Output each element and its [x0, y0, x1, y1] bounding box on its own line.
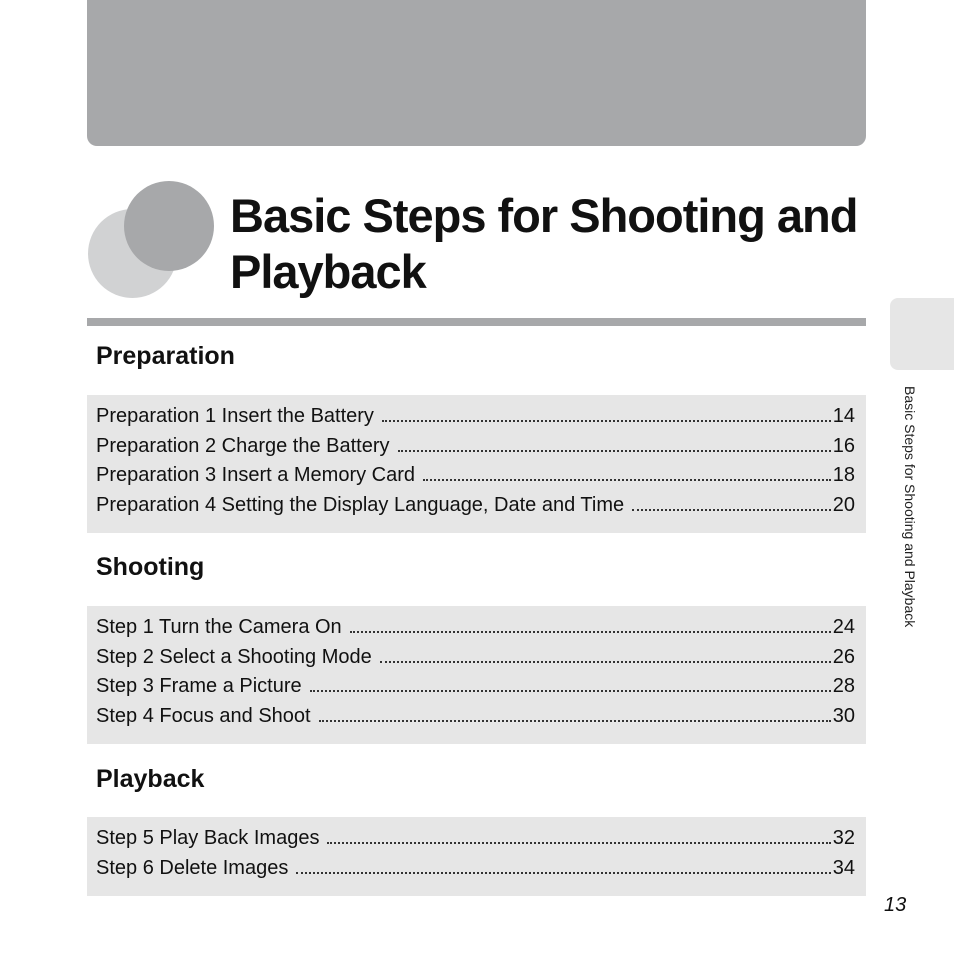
- toc-box: [87, 817, 866, 896]
- toc-entry[interactable]: [87, 405, 866, 435]
- section-heading: Shooting: [96, 553, 205, 581]
- section-heading: Playback: [96, 765, 205, 793]
- dot-leader: [382, 420, 831, 422]
- toc-entry-page: 24: [832, 616, 855, 638]
- chapter-tab: [890, 298, 954, 370]
- toc-entry-label: Step 5 Play Back Images: [96, 827, 320, 849]
- toc-entry[interactable]: [87, 435, 866, 465]
- toc-entry-label: Step 3 Frame a Picture: [96, 675, 302, 698]
- toc-box: [87, 606, 866, 744]
- toc-entry-label: Step 4 Focus and Shoot: [96, 704, 311, 727]
- toc-entry[interactable]: [87, 827, 866, 857]
- toc-entry-page: 28: [832, 675, 855, 698]
- dot-leader: [632, 509, 831, 511]
- title-rule: [87, 318, 866, 326]
- dot-leader: [327, 842, 830, 844]
- page-number: 13: [884, 894, 907, 916]
- dark-circle-decoration: [124, 181, 214, 271]
- toc-entry-page: 26: [832, 645, 855, 668]
- toc-entry-label: Step 1 Turn the Camera On: [96, 616, 342, 638]
- toc-entry-page: 16: [832, 434, 855, 457]
- toc-entry[interactable]: [87, 494, 866, 524]
- side-chapter-label: Basic Steps for Shooting and Playback: [902, 386, 918, 628]
- toc-entry-page: 34: [832, 856, 855, 879]
- toc-entry-label: Preparation 1 Insert the Battery: [96, 405, 374, 427]
- toc-entry[interactable]: [87, 616, 866, 646]
- toc-entry-page: 30: [832, 704, 855, 727]
- dot-leader: [380, 661, 831, 663]
- toc-entry[interactable]: [87, 646, 866, 676]
- dot-leader: [423, 479, 831, 481]
- toc-entry[interactable]: [87, 857, 866, 887]
- toc-entry-label: Preparation 3 Insert a Memory Card: [96, 464, 416, 487]
- dot-leader: [398, 450, 831, 452]
- toc-box: [87, 395, 866, 533]
- toc-entry-label: Step 2 Select a Shooting Mode: [96, 645, 372, 668]
- dot-leader: [310, 690, 831, 692]
- toc-entry-label: Preparation 2 Charge the Battery: [96, 434, 390, 457]
- toc-entry[interactable]: [87, 675, 866, 705]
- toc-entry-label: Step 6 Delete Images: [96, 856, 289, 879]
- dot-leader: [296, 872, 830, 874]
- toc-entry-page: 20: [832, 493, 855, 516]
- toc-entry-page: 18: [832, 464, 855, 487]
- dot-leader: [319, 720, 831, 722]
- header-band: [87, 0, 866, 146]
- page-title: Basic Steps for Shooting and Playback: [230, 189, 858, 298]
- toc-entry-label: Preparation 4 Setting the Display Language, Date and Time: [96, 493, 625, 516]
- toc-entry-page: 14: [832, 405, 855, 427]
- dot-leader: [350, 631, 831, 633]
- toc-entry-page: 32: [832, 827, 855, 849]
- toc-entry[interactable]: [87, 464, 866, 494]
- section-heading: Preparation: [96, 342, 235, 370]
- toc-entry[interactable]: [87, 705, 866, 735]
